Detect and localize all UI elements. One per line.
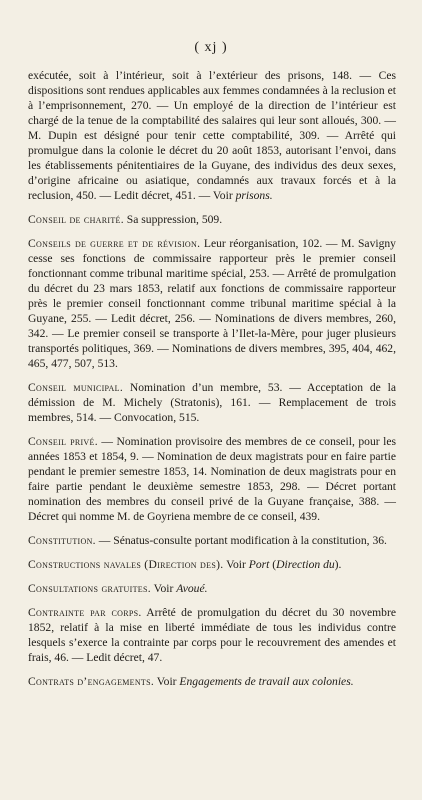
entry-text: Voir <box>150 582 177 595</box>
page-number: ( xj ) <box>194 40 228 55</box>
entry-consultations-gratuites <box>28 581 396 596</box>
index-content <box>28 68 396 698</box>
entry-text: — Sénatus-consulte portant modification à la constitution, 36. <box>95 534 387 547</box>
cross-reference-link[interactable]: Port <box>248 558 270 571</box>
cross-reference-link[interactable]: Direction du <box>276 558 335 571</box>
entry-term: Conseil de charité. <box>28 213 124 226</box>
entry-text: Nomination d’un membre, 53. — Acceptation de la démission de M. Michely (Stratonis), 161. — Remplacement de trois membres, 514. — Convocation, 515. <box>28 381 396 424</box>
entry-term: Conseil privé. <box>28 435 98 448</box>
entry-text: — Nomination provisoire des membres de ce conseil, pour les années 1853 et 1854, 9. — Nomination de deux magistrats pour en faire partie pendant le premier semestre 1853, 14. Nomination de deux magistrats pour en faire partie pendant le deuxième semestre 1853, 298. — Décret portant nomination des membres du conseil privé de la Guyane française, 388. — Décret qui nomme M. de Goyriena membre de ce conseil, 439. <box>28 435 397 523</box>
entry-text: ). <box>334 558 342 571</box>
entry-conseils-de-guerre <box>28 236 396 371</box>
continued-entry <box>28 68 396 203</box>
entry-term: Conseils de guerre et de révision. <box>28 237 201 250</box>
cross-reference-link[interactable]: Avoué. <box>176 582 208 595</box>
entry-contrainte-par-corps <box>28 605 396 665</box>
entry-text: Sa suppression, 509. <box>123 213 223 226</box>
entry-constructions-navales <box>28 557 396 572</box>
entry-term: Constructions navales (Direction des). <box>28 558 224 571</box>
entry-text: exécutée, soit à l’intérieur, soit à l’extérieur des prisons, 148. — Ces dispositions sont rendues applicables aux femmes condamnées à la reclusion et à l’emprisonnement, 270. — Un employé de la direction de l’intérieur est chargé de la tenue de la comptabilité des salaires qui leur sont alloués, 300. — M. Dupin est désigné pour tenir cette comptabilité, 309. — Arrêté qui promulgue dans la colonie le décret du 20 août 1853, autorisant l’envoi, dans les établissements pénitentiaires de la Guyane, des individus des deux sexes, d’origine africaine ou asiatique, condamnés aux travaux forcés et à la reclusion, 450. — Ledit décret, 451. — Voir <box>28 69 396 202</box>
entry-text: ( <box>269 558 277 571</box>
entry-text: Voir <box>223 558 249 571</box>
entry-term: Contrats d’engagements. <box>28 675 155 688</box>
entry-conseil-prive <box>28 434 396 524</box>
entry-constitution <box>28 533 396 548</box>
cross-reference-link[interactable]: prisons. <box>235 189 273 202</box>
entry-term: Contrainte par corps. <box>28 606 142 619</box>
entry-term: Constitution. <box>28 534 96 547</box>
entry-text: Arrêté de promulgation du décret du 30 novembre 1852, relatif à la mise en liberté immédiate de tous les individus contre lesquels s’exerce la contrainte par corps pour le recouvrement des amendes et frais, 46. — Ledit décret, 47. <box>28 606 396 664</box>
entry-conseil-municipal <box>28 380 396 425</box>
entry-term: Consultations gratuites. <box>28 582 151 595</box>
entry-conseil-de-charite <box>28 212 396 227</box>
entry-text: Voir <box>154 675 180 688</box>
entry-text: Leur réorganisation, 102. — M. Savigny cesse ses fonctions de commissaire rapporteur près le premier conseil fonctionnant comme tribunal maritime spécial, 253. — Arrêté de promulgation du décret du 23 mars 1853, relatif aux fonctions de commissaire rapporteur près le premier conseil fonctionnant comme tribunal maritime spécial à la Guyane, 255. — Ledit décret, 256. — Nominations de divers membres, 260, 342. — Le premier conseil se transporte à l’Ilet-la-Mère, pour juger plusieurs transportés politiques, 369. — Nominations de divers membres, 395, 404, 462, 465, 477, 507, 513. <box>28 237 396 370</box>
entry-term: Conseil municipal. <box>28 381 124 394</box>
cross-reference-link[interactable]: Engagements de travail aux colonies. <box>179 675 354 688</box>
entry-contrats-d-engagements <box>28 674 396 689</box>
